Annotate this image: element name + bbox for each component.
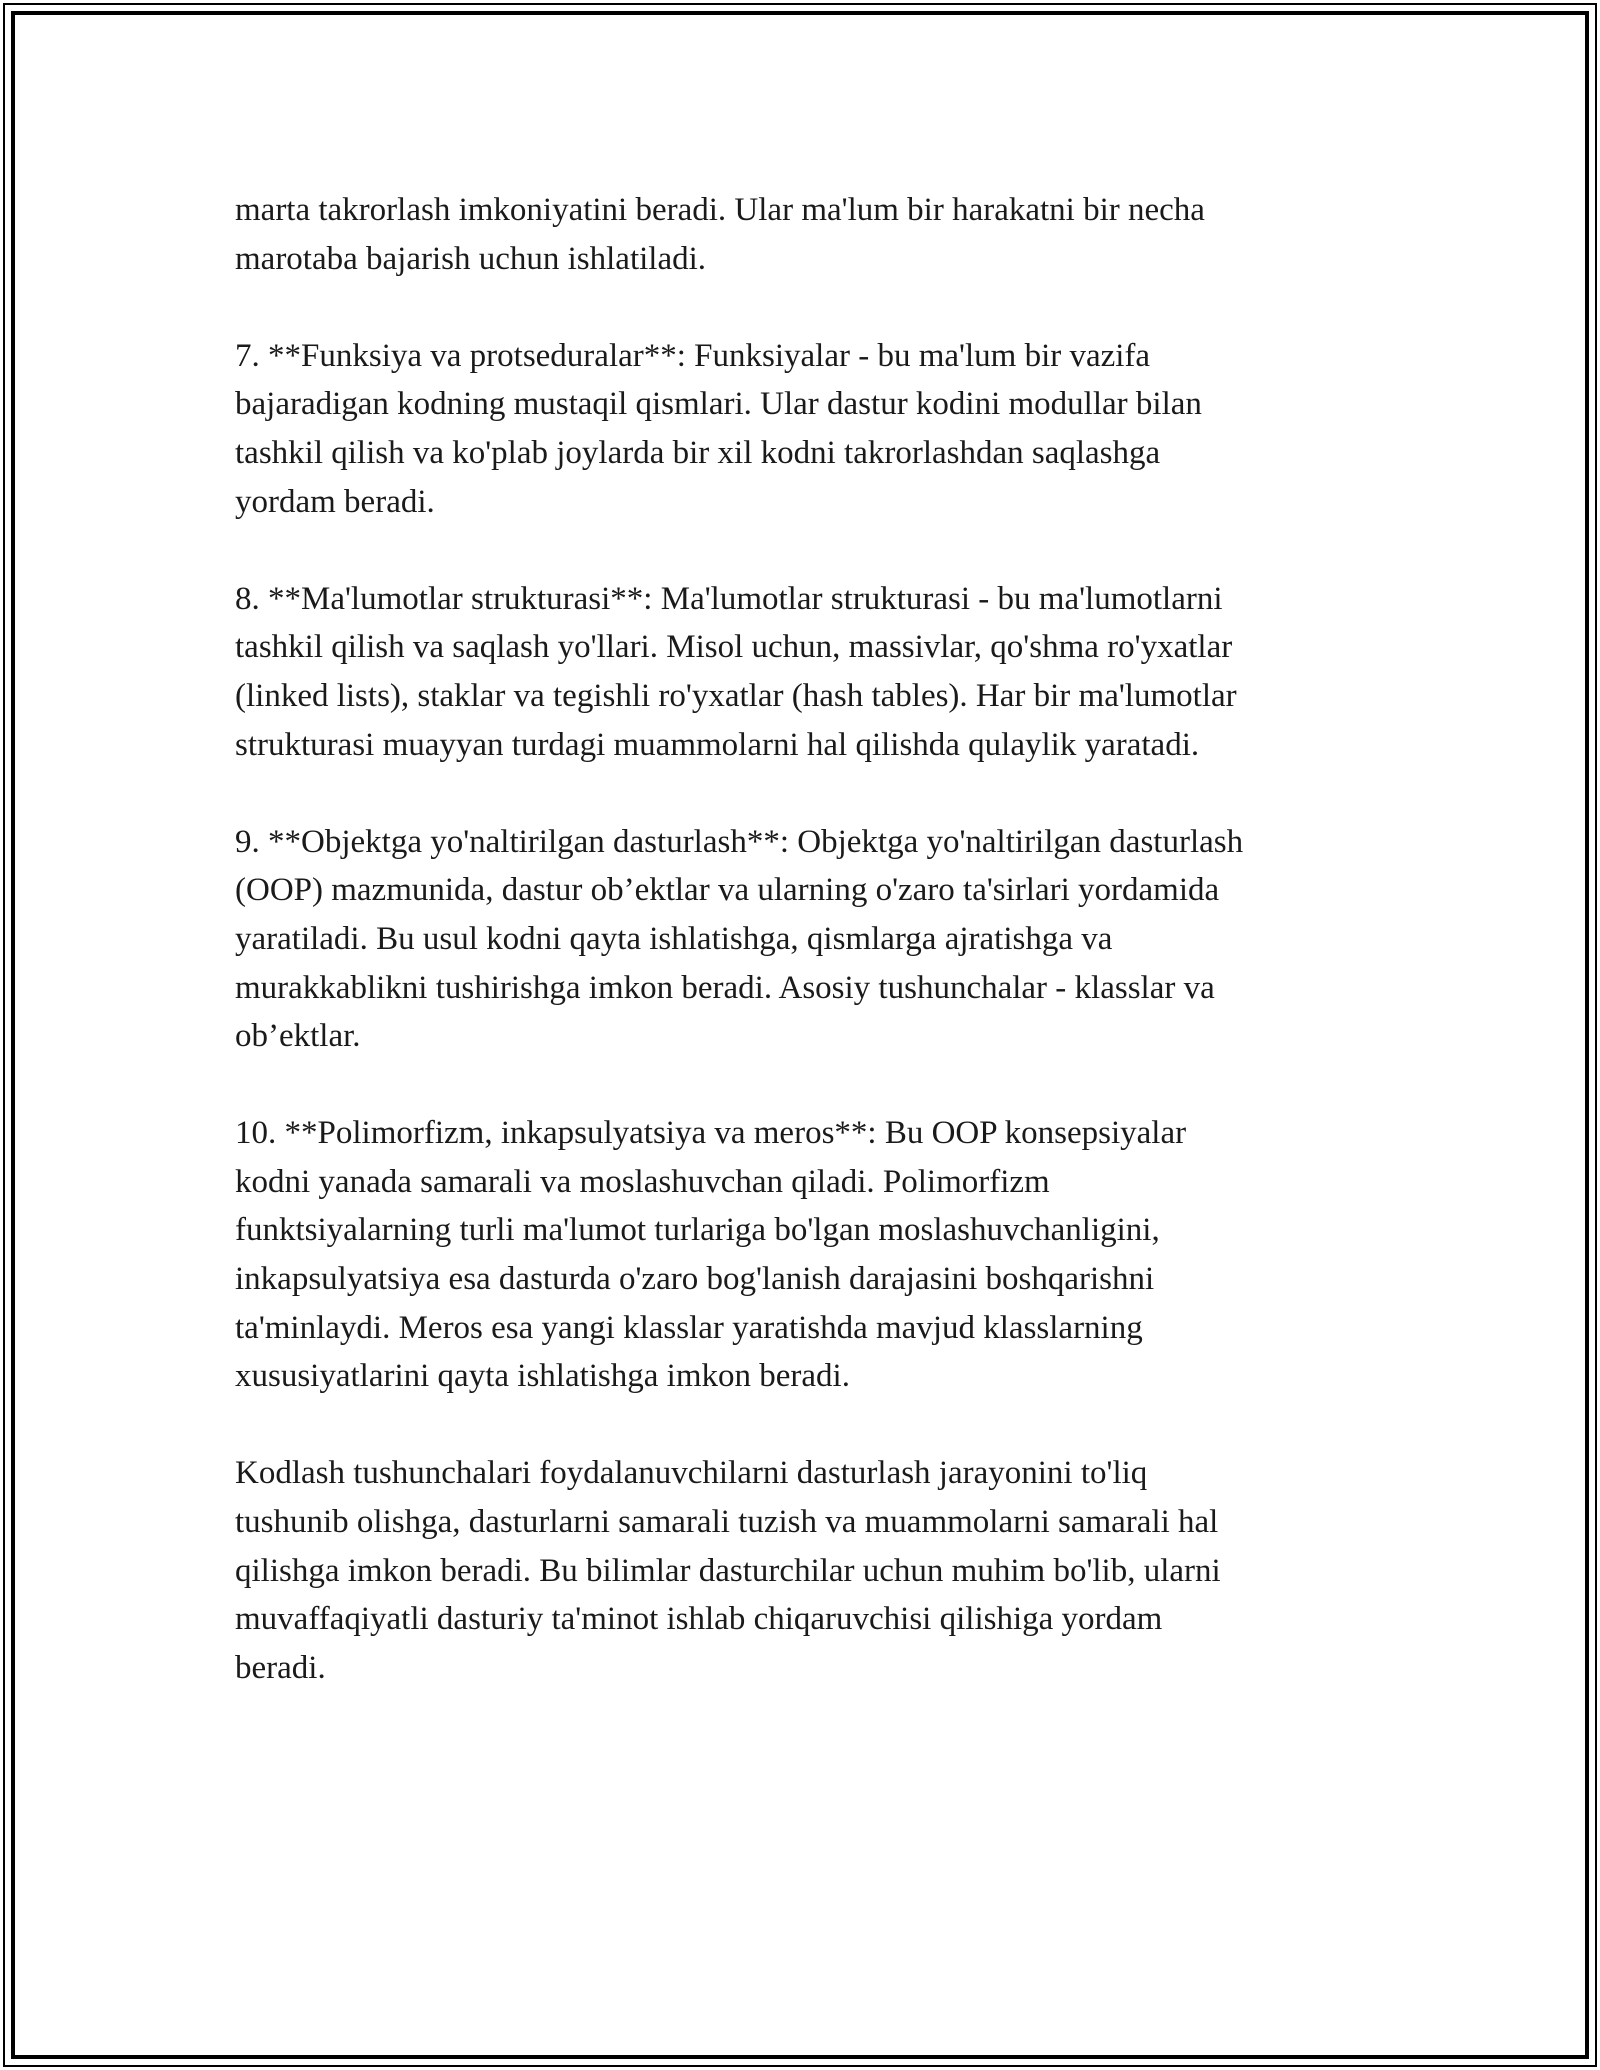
paragraph-conclusion: Kodlash tushunchalari foydalanuvchilarni dasturlash jarayonini to'liq tushunib olishga, dasturlarni samarali tuzish va muammolarni samarali hal qilishga imkon beradi. Bu bilimlar dasturchilar uchun muhim bo'lib, ularni muvaffaqiyatli dasturiy ta'minot ishlab chiqaruvchisi qilishiga yordam beradi. <box>235 1455 1221 1686</box>
paragraph-loops-continuation: marta takrorlash imkoniyatini beradi. Ular ma'lum bir harakatni bir necha marotaba bajarish uchun ishlatiladi. <box>235 192 1205 277</box>
document-body <box>235 186 1365 1741</box>
paragraph-polymorphism: 10. **Polimorfizm, inkapsulyatsiya va meros**: Bu OOP konsepsiyalar kodni yanada samarali va moslashuvchan qiladi. Polimorfizm funktsiyalarning turli ma'lumot turlariga bo'lgan moslashuvchanligini, inkapsulyatsiya esa dasturda o'zaro bog'lanish darajasini boshqarishni ta'minlaydi. Meros esa yangi klasslar yaratishda mavjud klasslarning xususiyatlarini qayta ishlatishga imkon beradi. <box>235 1115 1187 1395</box>
paragraph-oop: 9. **Objektga yo'naltirilgan dasturlash**: Objektga yo'naltirilgan dasturlash (OOP) mazmunida, dastur ob’ektlar va ularning o'zaro ta'sirlari yordamida yaratiladi. Bu usul kodni qayta ishlatishga, qismlarga ajratishga va murakkablikni tushirishga imkon beradi. Asosiy tushunchalar - klasslar va ob’ektlar. <box>235 823 1244 1055</box>
paragraph-functions: 7. **Funksiya va protseduralar**: Funksiyalar - bu ma'lum bir vazifa bajaradigan kodning mustaqil qismlari. Ular dastur kodini modullar bilan tashkil qilish va ko'plab joylarda bir xil kodni takrorlashdan saqlashga yordam beradi. <box>235 337 1202 520</box>
paragraph-data-structures: 8. **Ma'lumotlar strukturasi**: Ma'lumotlar strukturasi - bu ma'lumotlarni tashkil qilish va saqlash yo'llari. Misol uchun, massivlar, qo'shma ro'yxatlar (linked lists), staklar va tegishli ro'yxatlar (hash tables). Har bir ma'lumotlar strukturasi muayyan turdagi muammolarni hal qilishda qulaylik yaratadi. <box>235 580 1237 763</box>
